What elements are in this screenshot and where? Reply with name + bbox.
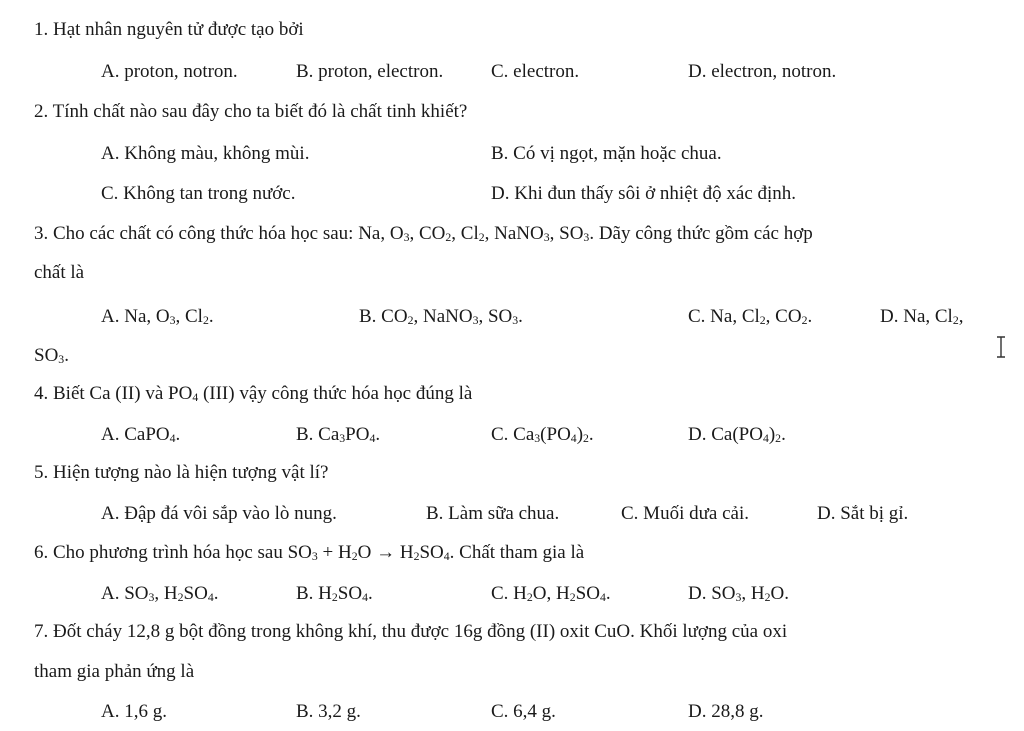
q2-option-c: C. Không tan trong nước. [101, 183, 296, 204]
q6-option-c: C. $H_2O$, $H_2SO_4$. [491, 583, 611, 604]
q7-option-c: C. 6,4 g. [491, 701, 556, 722]
q4-option-d: D. $Ca(PO_4)_2$. [688, 424, 786, 445]
q6-option-d: D. $SO_3$, $H_2O$. [688, 583, 790, 604]
q6-option-a: A. $SO_3$, $H_2SO_4$. [101, 583, 219, 604]
q1-option-d: D. electron, notron. [688, 61, 837, 82]
question-4: 4. Biết Ca (II) và $PO_4$ (III) vậy công thức hóa học đúng là [34, 383, 473, 404]
q6-option-b: B. $H_2SO_4$. [296, 583, 373, 604]
question-1: 1. Hạt nhân nguyên tử được tạo bởi [34, 19, 304, 40]
q7-option-d: D. 28,8 g. [688, 701, 764, 722]
q3-option-d: D. Na, $Cl_2$, [880, 306, 964, 327]
q7-option-b: B. 3,2 g. [296, 701, 361, 722]
q1-option-b: B. proton, electron. [296, 61, 444, 82]
question-7-continued: tham gia phản ứng là [34, 661, 195, 682]
question-7: 7. Đốt cháy 12,8 g bột đồng trong không khí, thu được 16g đồng (II) oxit CuO. Khối lượng của oxi [34, 621, 788, 642]
question-6: 6. Cho phương trình hóa học sau $SO_3 + H_2O \to H_2SO_4$. Chất tham gia là [34, 542, 585, 563]
question-5: 5. Hiện tượng nào là hiện tượng vật lí? [34, 462, 329, 483]
q1-option-a: A. proton, notron. [101, 61, 238, 82]
question-3-continued: chất là [34, 262, 85, 283]
q4-option-c: C. $Ca_3(PO_4)_2$. [491, 424, 594, 445]
q5-option-c: C. Muối dưa cải. [621, 503, 749, 524]
q2-option-b: B. Có vị ngọt, mặn hoặc chua. [491, 143, 722, 164]
q5-option-a: A. Đập đá vôi sắp vào lò nung. [101, 503, 337, 524]
q5-option-b: B. Làm sữa chua. [426, 503, 560, 524]
q7-option-a: A. 1,6 g. [101, 701, 167, 722]
q2-option-a: A. Không màu, không mùi. [101, 143, 310, 164]
q3-option-d-continued: $SO_3$. [34, 345, 69, 366]
q3-option-b: B. $CO_2$, NaNO$_3$, $SO_3$. [359, 306, 523, 327]
q3-option-a: A. Na, $O_3$, $Cl_2$. [101, 306, 214, 327]
text-cursor-icon [996, 336, 1006, 358]
q2-option-d: D. Khi đun thấy sôi ở nhiệt độ xác định. [491, 183, 797, 204]
q1-option-c: C. electron. [491, 61, 580, 82]
question-3: 3. Cho các chất có công thức hóa học sau: Na, $O_3$, $CO_2$, $Cl_2$, NaNO$_3$, $SO_3$. Dãy công thức gồm các hợp [34, 223, 813, 244]
q3-option-c: C. Na, $Cl_2$, $CO_2$. [688, 306, 813, 327]
question-2: 2. Tính chất nào sau đây cho ta biết đó là chất tinh khiết? [34, 101, 468, 122]
q4-option-a: A. CaPO$_4$. [101, 424, 181, 445]
q4-option-b: B. $Ca_3PO_4$. [296, 424, 381, 445]
q5-option-d: D. Sắt bị gỉ. [817, 503, 909, 524]
